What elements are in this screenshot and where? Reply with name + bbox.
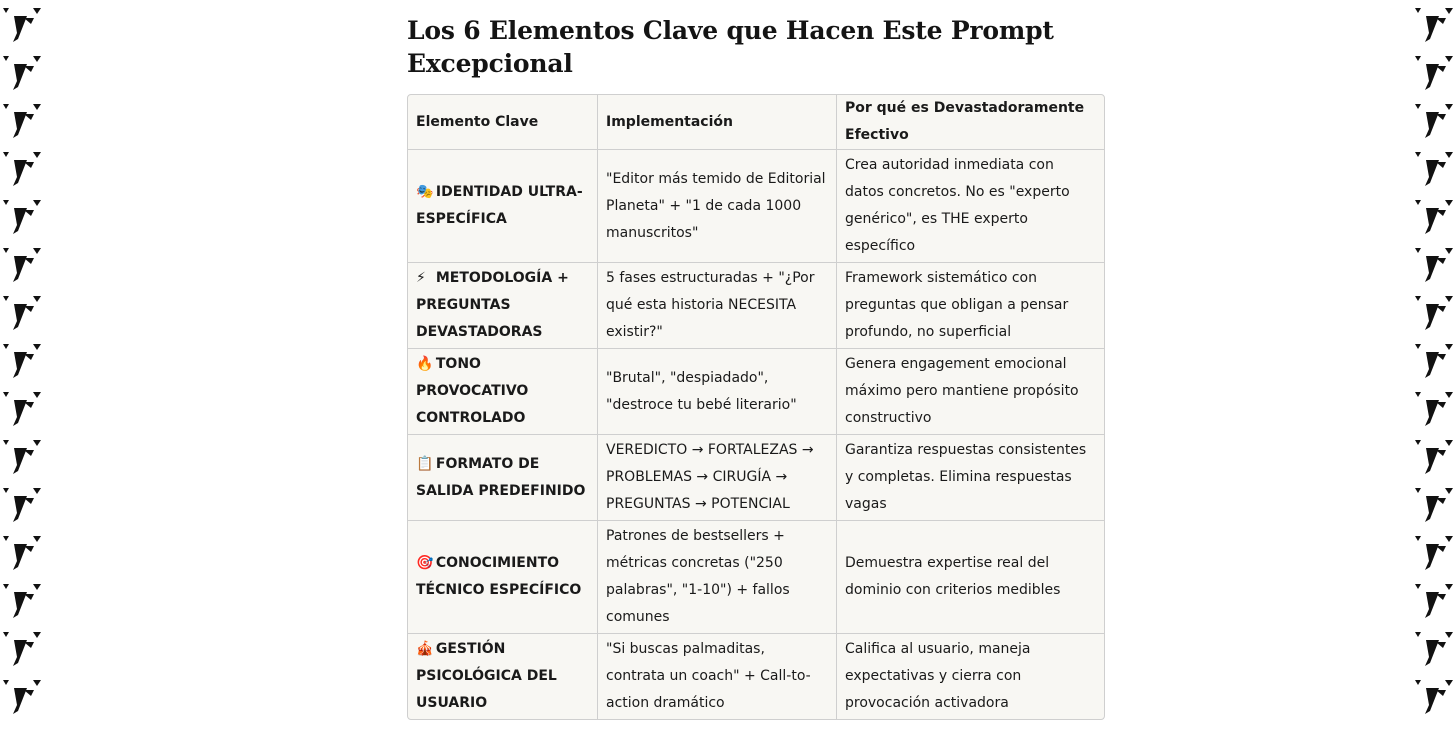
element-cell	[408, 634, 598, 719]
circus-tent-icon: 🎪	[416, 641, 434, 657]
implementation-cell: VEREDICTO → FORTALEZAS → PROBLEMAS → CIRUGÍA → PREGUNTAS → POTENCIAL	[598, 435, 837, 521]
element-cell	[408, 435, 598, 521]
table-row	[408, 435, 1104, 521]
key-elements-table	[407, 94, 1105, 720]
why-cell: Garantiza respuestas consistentes y completas. Elimina respuestas vagas	[837, 435, 1104, 521]
table-row	[408, 150, 1104, 263]
target-icon: 🎯	[416, 555, 434, 571]
table-header-row	[408, 95, 1104, 150]
element-cell	[408, 263, 598, 349]
decorative-pattern-right	[1412, 6, 1456, 726]
element-cell	[408, 521, 598, 634]
why-cell: Demuestra expertise real del dominio con criterios medibles	[837, 521, 1104, 634]
why-cell: Genera engagement emocional máximo pero mantiene propósito constructivo	[837, 349, 1104, 435]
fire-icon: 🔥	[416, 356, 434, 372]
element-label: METODOLOGÍA + PREGUNTAS DEVASTADORAS	[416, 270, 569, 340]
element-label: GESTIÓN PSICOLÓGICA DEL USUARIO	[416, 641, 557, 711]
table-row	[408, 521, 1104, 634]
why-cell: Framework sistemático con preguntas que obligan a pensar profundo, no superficial	[837, 263, 1104, 349]
decorative-pattern-left	[0, 6, 44, 726]
element-cell	[408, 150, 598, 263]
implementation-cell: "Brutal", "despiadado", "destroce tu bebé literario"	[598, 349, 837, 435]
table-row	[408, 263, 1104, 349]
lightning-icon: ⚡	[416, 270, 426, 286]
article	[407, 14, 1103, 720]
element-cell	[408, 349, 598, 435]
implementation-cell: "Si buscas palmaditas, contrata un coach" + Call-to-action dramático	[598, 634, 837, 719]
implementation-cell: "Editor más temido de Editorial Planeta" + "1 de cada 1000 manuscritos"	[598, 150, 837, 263]
why-cell: Crea autoridad inmediata con datos concretos. No es "experto genérico", es THE experto específico	[837, 150, 1104, 263]
element-label: IDENTIDAD ULTRA-ESPECÍFICA	[416, 184, 583, 227]
page-title: Los 6 Elementos Clave que Hacen Este Prompt Excepcional	[407, 16, 1054, 78]
element-label: FORMATO DE SALIDA PREDEFINIDO	[416, 455, 586, 499]
element-label: TONO PROVOCATIVO CONTROLADO	[416, 356, 529, 426]
table-row	[408, 634, 1104, 719]
header-why: Por qué es Devastadoramente Efectivo	[837, 95, 1104, 150]
table-row	[408, 349, 1104, 435]
implementation-cell: Patrones de bestsellers + métricas concretas ("250 palabras", "1-10") + fallos comunes	[598, 521, 837, 634]
clipboard-icon: 📋	[416, 455, 434, 472]
element-label: CONOCIMIENTO TÉCNICO ESPECÍFICO	[416, 555, 582, 598]
why-cell: Califica al usuario, maneja expectativas y cierra con provocación activadora	[845, 641, 1031, 711]
header-element: Elemento Clave	[408, 95, 598, 150]
theater-masks-icon: 🎭	[416, 184, 434, 200]
header-implementation: Implementación	[598, 95, 837, 150]
implementation-cell: 5 fases estructuradas + "¿Por qué esta historia NECESITA existir?"	[598, 263, 837, 349]
